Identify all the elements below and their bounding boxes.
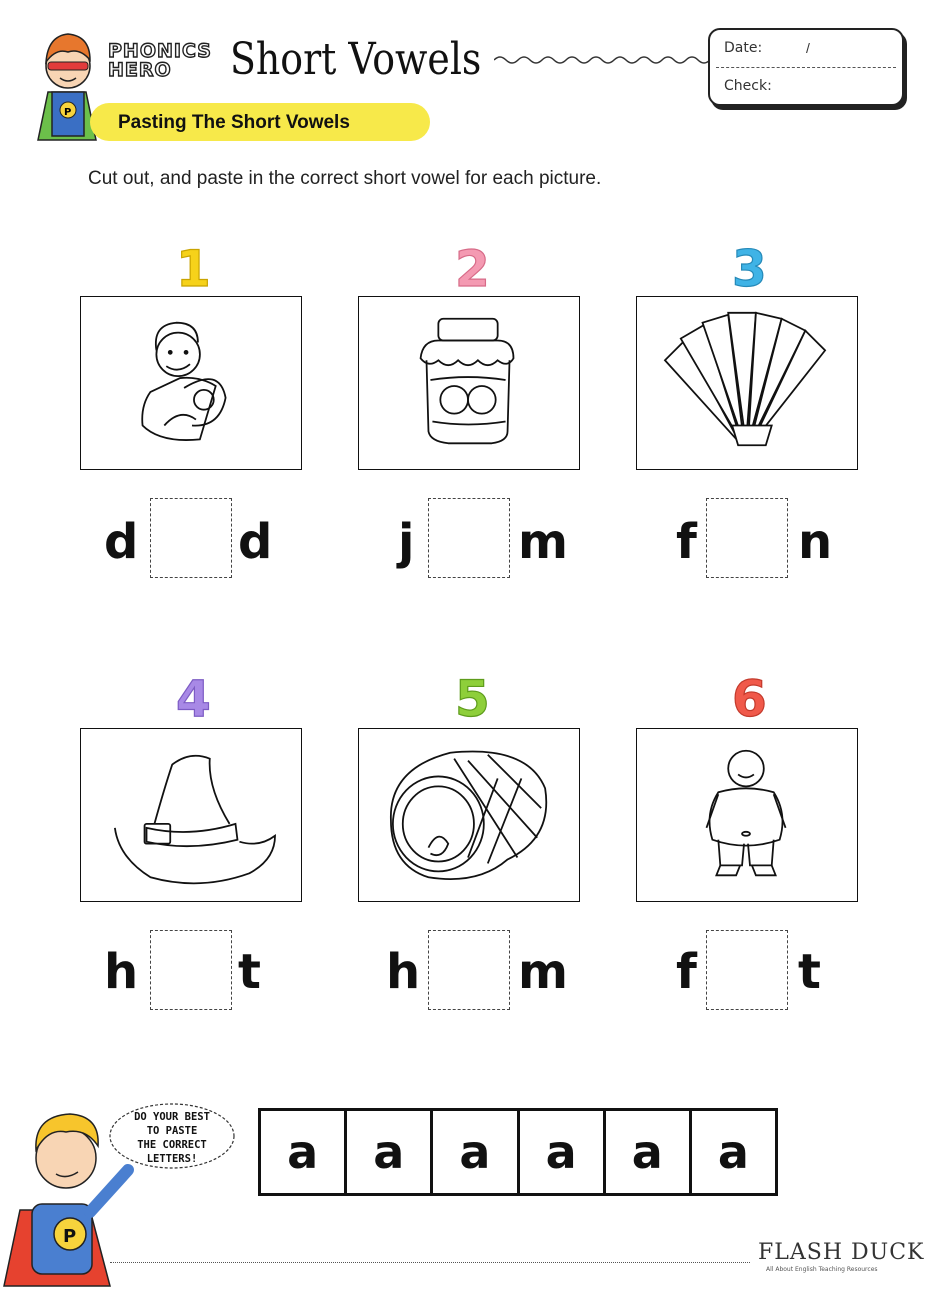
vowel-cutout[interactable]: a xyxy=(520,1111,606,1193)
number-3-icon xyxy=(728,238,768,292)
number-label: 2 xyxy=(455,240,490,292)
item-4-first-letter: h xyxy=(104,944,139,1000)
vowel-cutout-strip xyxy=(258,1108,778,1196)
number-label: 3 xyxy=(732,240,767,292)
jam-jar-icon xyxy=(359,297,579,469)
number-5-icon xyxy=(451,668,491,722)
vowel-cutout[interactable]: a xyxy=(717,1125,749,1179)
dad-holding-baby-icon xyxy=(81,297,301,469)
vowel-cutout[interactable]: a xyxy=(606,1111,692,1193)
item-2-paste-slot[interactable] xyxy=(428,498,510,578)
footer-dotted-line xyxy=(110,1262,750,1263)
item-5-paste-slot[interactable] xyxy=(428,930,510,1010)
wavy-divider xyxy=(494,52,710,68)
hero-mascot-icon xyxy=(36,30,98,142)
vowel-cutout[interactable]: a xyxy=(347,1111,433,1193)
item-2-first-letter: j xyxy=(398,514,415,570)
instruction-text: Cut out, and paste in the correct short vowel for each picture. xyxy=(88,168,602,189)
brand-line1: PHONICS xyxy=(108,40,212,62)
brand-logo xyxy=(108,42,212,80)
page-title: Short Vowels xyxy=(230,34,482,85)
fat-boy-icon xyxy=(637,729,857,901)
number-label: 4 xyxy=(176,670,211,722)
svg-text:P: P xyxy=(64,107,72,118)
item-1-first-letter: d xyxy=(104,514,139,570)
item-1-paste-slot[interactable] xyxy=(150,498,232,578)
picture-hat xyxy=(80,728,302,902)
item-5-last-letter: m xyxy=(518,944,569,1000)
item-3-first-letter: f xyxy=(676,514,697,570)
picture-fat-boy xyxy=(636,728,858,902)
bubble-line3: THE CORRECT LETTERS! xyxy=(137,1139,207,1165)
date-divider xyxy=(716,67,896,68)
hat-icon xyxy=(81,729,301,901)
check-label: Check: xyxy=(724,78,772,94)
item-5-first-letter: h xyxy=(386,944,421,1000)
date-check-box xyxy=(708,28,904,106)
bubble-line2: TO PASTE xyxy=(146,1125,198,1137)
number-label: 1 xyxy=(176,240,211,292)
speech-bubble-text xyxy=(112,1110,232,1166)
number-1-icon xyxy=(172,238,212,292)
bubble-line1: DO YOUR BEST xyxy=(134,1111,210,1123)
number-6-icon xyxy=(728,668,768,722)
svg-text:P: P xyxy=(63,1226,77,1247)
ham-icon xyxy=(359,729,579,901)
subtitle: Pasting The Short Vowels xyxy=(118,112,350,133)
brand-line2: HERO xyxy=(108,59,172,81)
number-label: 5 xyxy=(455,670,490,722)
picture-jam-jar xyxy=(358,296,580,470)
item-4-paste-slot[interactable] xyxy=(150,930,232,1010)
picture-ham xyxy=(358,728,580,902)
picture-card-fan xyxy=(636,296,858,470)
item-1-last-letter: d xyxy=(238,514,273,570)
flashduck-tagline: All About English Teaching Resources xyxy=(766,1266,878,1273)
item-2-last-letter: m xyxy=(518,514,569,570)
item-4-last-letter: t xyxy=(238,944,261,1000)
number-2-icon xyxy=(451,238,491,292)
item-6-paste-slot[interactable] xyxy=(706,930,788,1010)
item-3-paste-slot[interactable] xyxy=(706,498,788,578)
number-4-icon xyxy=(172,668,212,722)
number-label: 6 xyxy=(732,670,767,722)
vowel-cutout[interactable]: a xyxy=(433,1111,519,1193)
card-fan-icon xyxy=(637,297,857,469)
vowel-cutout[interactable]: a xyxy=(261,1111,347,1193)
item-6-last-letter: t xyxy=(798,944,821,1000)
item-3-last-letter: n xyxy=(798,514,833,570)
item-6-first-letter: f xyxy=(676,944,697,1000)
picture-dad-holding-baby xyxy=(80,296,302,470)
flashduck-logo: FLASH DUCK xyxy=(758,1240,925,1265)
date-slash: / xyxy=(806,40,810,56)
date-label: Date: xyxy=(724,40,763,56)
